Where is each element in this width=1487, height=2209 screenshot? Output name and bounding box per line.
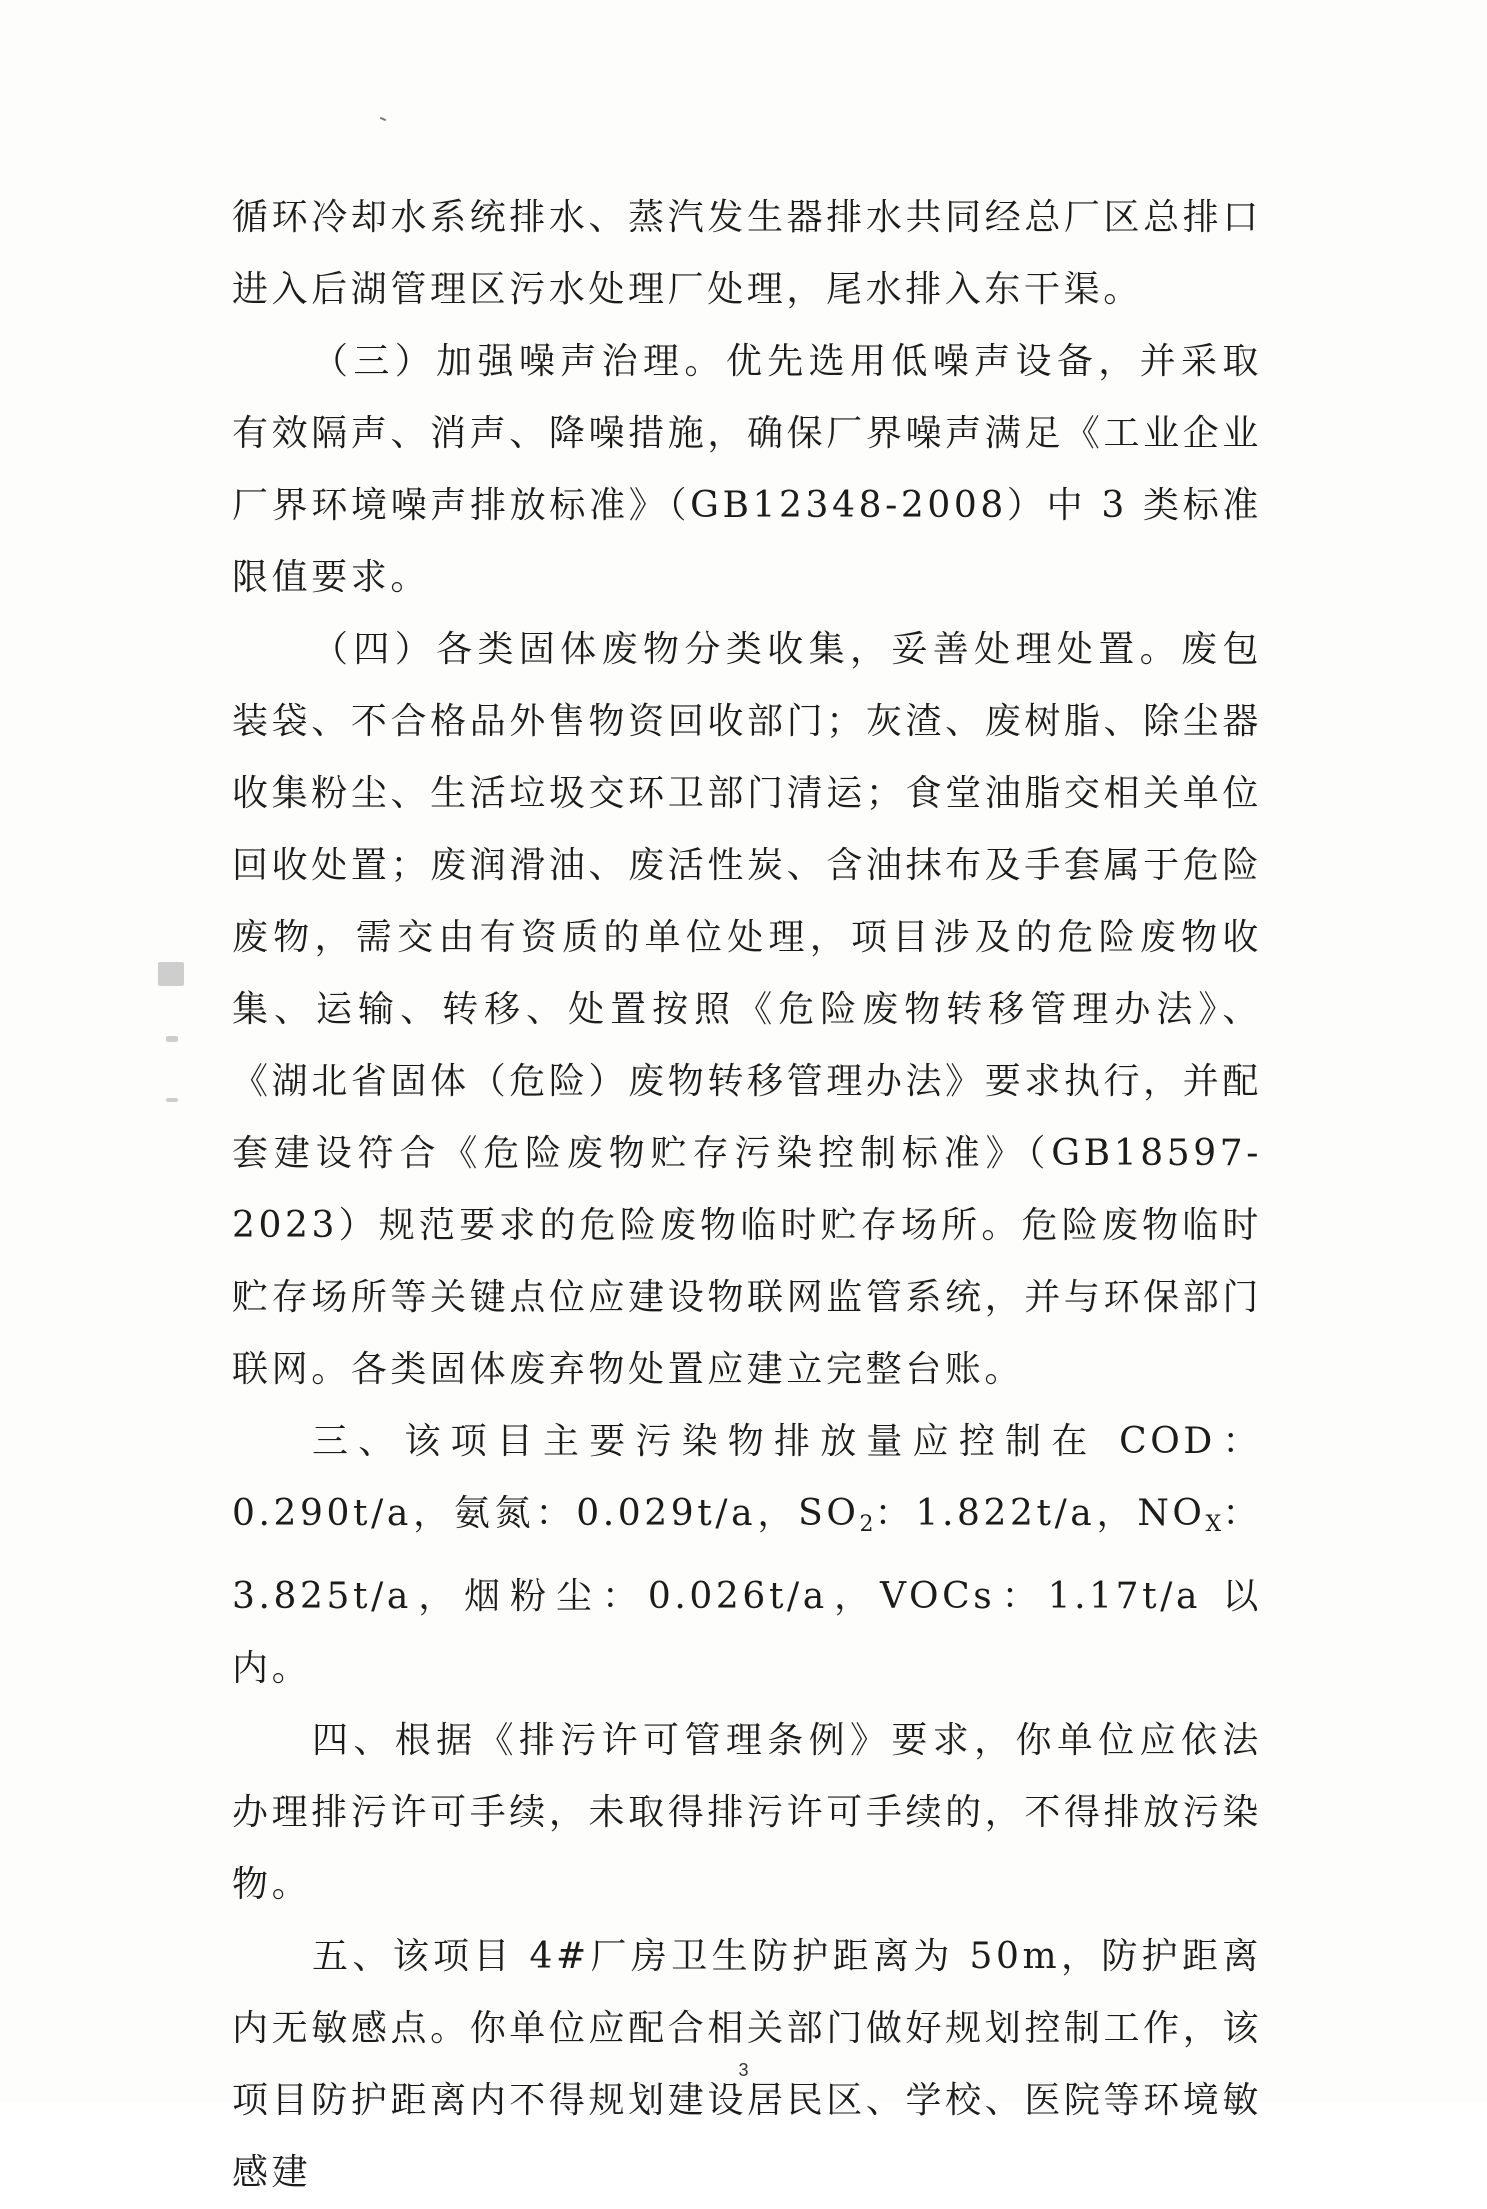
emission-text-lead: 三、该项目主要污染物排放量应控制在 COD：0.290t/a，氨氮：0.029t/a，SO [232, 1421, 1262, 1534]
page-number: 3 [738, 2060, 749, 2080]
paragraph-wastewater: 循环冷却水系统排水、蒸汽发生器排水共同经总厂区总排口进入后湖管理区污水处理厂处理，尾水排入东干渠。 [232, 197, 1262, 310]
scan-smudge [166, 1098, 178, 1102]
scan-smudge [166, 1036, 178, 1042]
so2-subscript: 2 [859, 1512, 874, 1537]
scan-mark [380, 117, 386, 121]
paragraph-noise: （三）加强噪声治理。优先选用低噪声设备，并采取有效隔声、消声、降噪措施，确保厂界噪声满足《工业企业厂界环境噪声排放标准》（GB12348-2008）中 3 类标准限值要求。 [232, 341, 1262, 598]
nox-subscript: X [1205, 1512, 1222, 1537]
paragraph-emission-limits [232, 1406, 1262, 1705]
scan-smudge [158, 962, 184, 986]
paragraph-permit: 四、根据《排污许可管理条例》要求，你单位应依法办理排污许可手续，未取得排污许可手续的，不得排放污染物。 [232, 1720, 1262, 1905]
paragraph-protection-distance: 五、该项目 4#厂房卫生防护距离为 50m，防护距离内无敏感点。你单位应配合相关部门做好规划控制工作，该项目防护距离内不得规划建设居民区、学校、医院等环境敏感建 [232, 1936, 1262, 2193]
emission-text-tail: ：3.825t/a，烟粉尘：0.026t/a，VOCs：1.17t/a 以内。 [232, 1493, 1262, 1689]
document-body [232, 182, 1262, 2209]
emission-text-so2: ：1.822t/a，NO [873, 1493, 1206, 1534]
paragraph-solid-waste: （四）各类固体废物分类收集，妥善处理处置。废包装袋、不合格品外售物资回收部门；灰渣、废树脂、除尘器收集粉尘、生活垃圾交环卫部门清运；食堂油脂交相关单位回收处置；废润滑油、废活性炭、含油抹布及手套属于危险废物，需交由有资质的单位处理，项目涉及的危险废物收集、运输、转移、处置按照《危险废物转移管理办法》、《湖北省固体（危险）废物转移管理办法》要求执行，并配套建设符合《危险废物贮存污染控制标准》（GB18597-2023）规范要求的危险废物临时贮存场所。危险废物临时贮存场所等关键点位应建设物联网监管系统，并与环保部门联网。各类固体废弃物处置应建立完整台账。 [232, 629, 1262, 1390]
